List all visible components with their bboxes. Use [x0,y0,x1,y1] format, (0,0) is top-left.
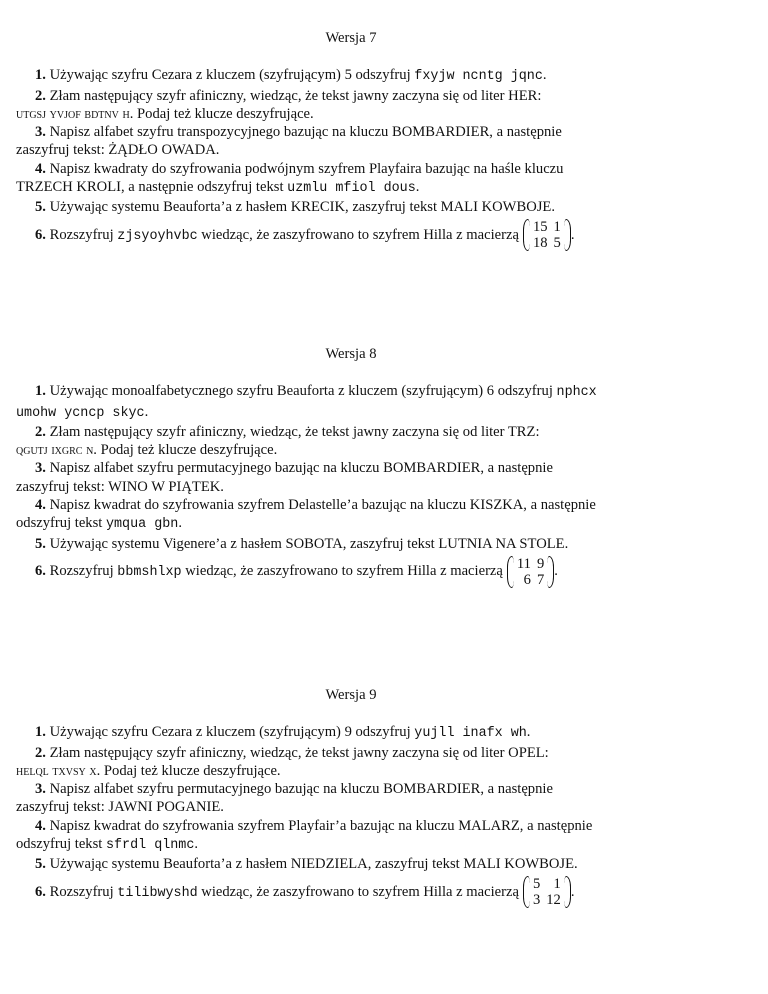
matrix-entry: 12 [546,892,561,909]
ciphertext: bbmshlxp [117,564,182,580]
hill-matrix [507,556,554,588]
version-title: Wersja 8 [325,346,377,362]
exercise-3: 3. Napisz alfabet szyfru permutacyjnego bazując na kluczu BOMBARDIER, a następnie zaszyfruj tekst: WINO W PIĄTEK. [16,460,553,495]
exercise-list [16,66,686,252]
matrix-entry: 15 [532,219,548,236]
ciphertext: uzmlu mfiol dous [287,181,416,197]
matrix-entry: 6 [523,571,531,588]
exercise-6: 6. Rozszyfruj bbmshlxp wiedząc, że zaszyfrowano to szyfrem Hilla z macierzą 11 9 6 7 . [35,555,558,588]
exercise-3: 3. Napisz alfabet szyfru permutacyjnego bazując na kluczu BOMBARDIER, a następnie zaszyfruj tekst: JAWNI POGANIE. [16,781,553,816]
ciphertext: fxyjw ncntg jqnc [414,69,543,85]
exercise-4: 4. Napisz kwadraty do szyfrowania podwójnym szyfrem Playfaira bazując na haśle kluczu TRZECH KROLI, a następnie odszyfruj tekst uzmlu mfiol dous. [16,160,564,197]
exercise-5: 5. Używając systemu Beauforta’a z hasłem NIEDZIELA, zaszyfruj tekst MALI KOWBOJE. [35,856,578,873]
exercise-1: 1. Używając szyfru Cezara z kluczem (szyfrującym) 5 odszyfruj fxyjw ncntg jqnc. [35,67,547,85]
exercise-4: 4. Napisz kwadrat do szyfrowania szyfrem Delastelle’a bazując na kluczu KISZKA, a następnie odszyfruj tekst ymqua gbn. [16,497,596,533]
matrix-entry: 5 [553,235,561,252]
exercise-6: 6. Rozszyfruj zjsyoyhvbc wiedząc, że zaszyfrowano to szyfrem Hilla z macierzą 15 1 18 5 . [35,219,575,252]
exercise-2: 2. Złam następujący szyfr afiniczny, wiedząc, że tekst jawny zaczyna się od liter HER: utgsj yvjof bdtnv h. Podaj też klucze deszyfrujące. [16,87,542,122]
ciphertext: umohw ycncp skyc [16,405,145,421]
matrix-entry: 3 [532,892,541,909]
exercise-4: 4. Napisz kwadrat do szyfrowania szyfrem Playfair’a bazując na kluczu MALARZ, a następnie odszyfruj tekst sfrdl qlnmc. [16,817,593,854]
ciphertext: tilibwyshd [117,885,198,901]
exercise-3: 3. Napisz alfabet szyfru transpozycyjnego bazując na kluczu BOMBARDIER, a następnie zaszyfruj tekst: ŻĄDŁO OWADA. [16,124,562,159]
exercise-5: 5. Używając systemu Beauforta’a z hasłem KRECIK, zaszyfruj tekst MALI KOWBOJE. [35,199,555,216]
matrix-entry: 9 [536,555,545,572]
exercise-list [16,723,686,909]
ciphertext: zjsyoyhvbc [117,228,198,244]
version-title: Wersja 7 [325,30,377,46]
matrix-entry: 7 [536,571,545,588]
matrix-entry: 1 [553,876,561,893]
ciphertext: sfrdl qlnmc [105,838,195,854]
exercise-list [16,382,686,589]
version-title: Wersja 9 [325,687,377,703]
exercise-6: 6. Rozszyfruj tilibwyshd wiedząc, że zaszyfrowano to szyfrem Hilla z macierzą 5 1 3 12 . [35,876,575,909]
exercise-2: 2. Złam następujący szyfr afiniczny, wiedząc, że tekst jawny zaczyna się od liter TRZ: qgutj ixgrc n. Podaj też klucze deszyfrujące. [16,423,540,459]
ciphertext: yujll inafx wh [414,726,527,742]
exercise-1: 1. Używając monoalfabetycznego szyfru Beauforta z kluczem (szyfrującym) 6 odszyfruj nphcx umohw ycncp skyc. [16,383,597,421]
matrix-entry: 11 [516,555,531,572]
matrix-entry: 18 [532,235,548,252]
version-7 [16,29,686,253]
version-8 [16,345,686,589]
ciphertext: nphcx [556,385,597,401]
ciphertext: ymqua gbn [105,517,179,533]
hill-matrix [523,876,571,908]
matrix-entry: 5 [532,876,541,893]
matrix-entry: 1 [553,219,561,236]
exercise-2: 2. Złam następujący szyfr afiniczny, wiedząc, że tekst jawny zaczyna się od liter OPEL: helql txvsy x. Podaj też klucze deszyfrujące. [16,744,549,779]
ciphertext: qgutj ixgrc n [16,442,94,459]
ciphertext: utgsj yvjof bdtnv h [16,105,130,122]
exercise-1: 1. Używając szyfru Cezara z kluczem (szyfrującym) 9 odszyfruj yujll inafx wh. [35,724,531,742]
exercise-5: 5. Używając systemu Vigenere’a z hasłem SOBOTA, zaszyfruj tekst LUTNIA NA STOLE. [35,535,569,552]
hill-matrix [523,219,571,251]
ciphertext: helql txvsy x [16,762,97,779]
version-9 [16,686,686,910]
